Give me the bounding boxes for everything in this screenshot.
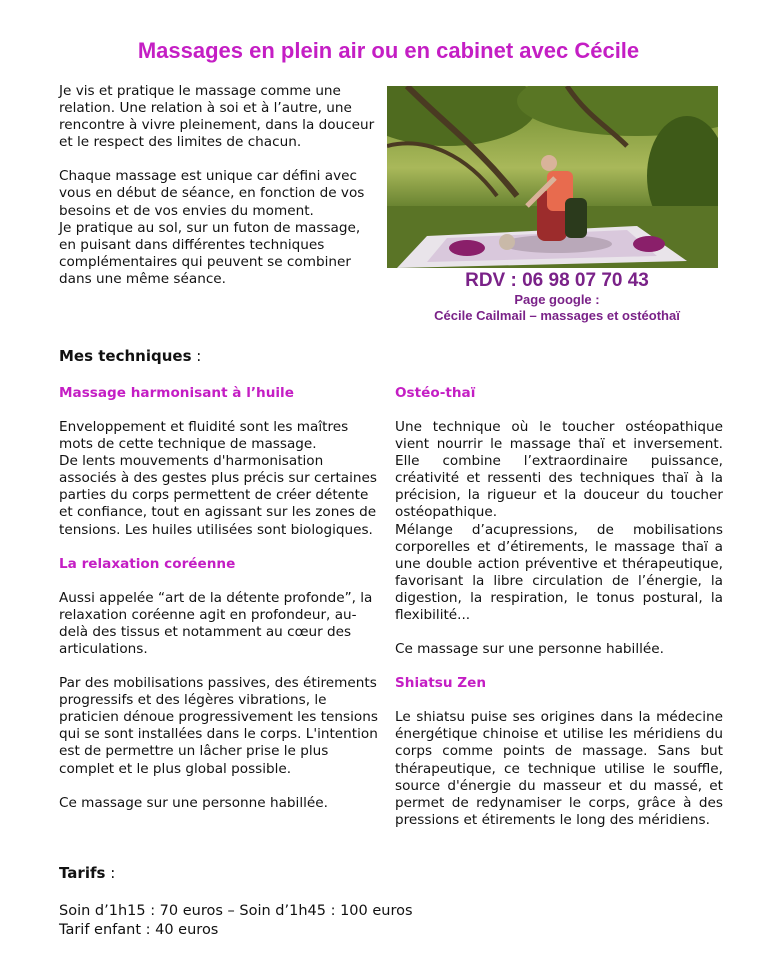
contact-block (387, 270, 727, 324)
phone-number[interactable]: RDV : 06 98 07 70 43 (465, 270, 649, 291)
intro-paragraph-2: Chaque massage est unique car défini avec vous en début de séance, en fonction de vos besoins et de vos envies du moment. (59, 168, 365, 219)
osteo-thai-paragraph-1: Une technique où le toucher ostéopathique vient nourrir le massage thaï et inversement. Elle combine l’extraordinaire puissance, créativité et ressenti des techniques thaï à la précision, la rigueur et la douceur du toucher ostéopathique. (395, 419, 723, 521)
tarifs-heading-text: Tarifs (59, 864, 106, 882)
techniques-heading (59, 347, 201, 365)
osteo-thai-paragraph-3: Ce massage sur une personne habillée. (395, 641, 664, 658)
massage-huile-paragraph-1: Enveloppement et fluidité sont les maîtres mots de cette technique de massage. (59, 419, 349, 453)
tarif-line-1: Soin d’1h15 : 70 euros – Soin d’1h45 : 100 euros (59, 903, 413, 919)
google-page-name[interactable]: Cécile Cailmail – massages et ostéothaï (434, 308, 680, 323)
shiatsu-title: Shiatsu Zen (395, 675, 487, 692)
techniques-heading-colon: : (191, 347, 202, 365)
intro-paragraph-1: Je vis et pratique le massage comme une relation. Une relation à soi et à l’autre, une rencontre à vivre pleinement, dans la douceur et le respect des limites de chacun. (59, 83, 375, 151)
page-title: Massages en plein air ou en cabinet avec Cécile (137, 38, 640, 63)
techniques-heading-text: Mes techniques (59, 347, 192, 365)
osteo-thai-paragraph-2: Mélange d’acupressions, de mobilisations corporelles et d’étirements, le massage thaï a une double action préventive et thérapeutique, favorisant la libre circulation de l’énergie, la digestion, la respiration, le tonus postural, la flexibilité... (395, 521, 723, 624)
osteo-thai-title: Ostéo-thaï (395, 385, 476, 401)
intro-paragraph-3: Je pratique au sol, sur un futon de massage, en puisant dans différentes techniques complémentaires qui peuvent se combiner dans une même séance. (59, 219, 361, 287)
tarifs-heading-colon: : (105, 864, 116, 882)
google-page-label: Page google : (514, 292, 600, 307)
tarif-line-2: Tarif enfant : 40 euros (59, 922, 219, 938)
outdoor-massage-illustration (387, 86, 718, 268)
intro-text (59, 83, 379, 288)
relaxation-paragraph-2: Par des mobilisations passives, des étirements progressifs et des légères vibrations, le praticien dénoue progressivement les tensions qui se sont installées dans le corps. L'intention est de permettre un lâcher prise le plus complet et le plus global possible. (59, 675, 378, 777)
relaxation-paragraph-1: Aussi appelée “art de la détente profonde”, la relaxation coréenne agit en profondeur, au-delà des tissus et notamment au cœur des articulations. (59, 589, 373, 657)
left-column (59, 385, 381, 812)
massage-huile-paragraph-2: De lents mouvements d'harmonisation associés à des gestes plus précis sur certaines parties du corps permettent de créer détente et confiance, tout en agissant sur les zones de tensions. Les huiles utilisées sont biologiques. (59, 453, 377, 538)
massage-photo (387, 86, 718, 268)
tarifs-heading (59, 864, 115, 882)
massage-huile-title: Massage harmonisant à l’huile (59, 385, 294, 401)
relaxation-paragraph-3: Ce massage sur une personne habillée. (59, 794, 328, 811)
right-column (395, 385, 723, 829)
relaxation-title: La relaxation coréenne (59, 555, 236, 572)
shiatsu-paragraph-1: Le shiatsu puise ses origines dans la médecine énergétique chinoise et utilise les méridiens du corps comme points de massage. Sans but thérapeutique, ce technique utilise le souffle, source d'énergie du masseur et du massé, et permet de redynamiser le corps, grâce à des pressions et étirements le long des méridiens. (395, 709, 723, 828)
tarifs-list (59, 902, 559, 940)
